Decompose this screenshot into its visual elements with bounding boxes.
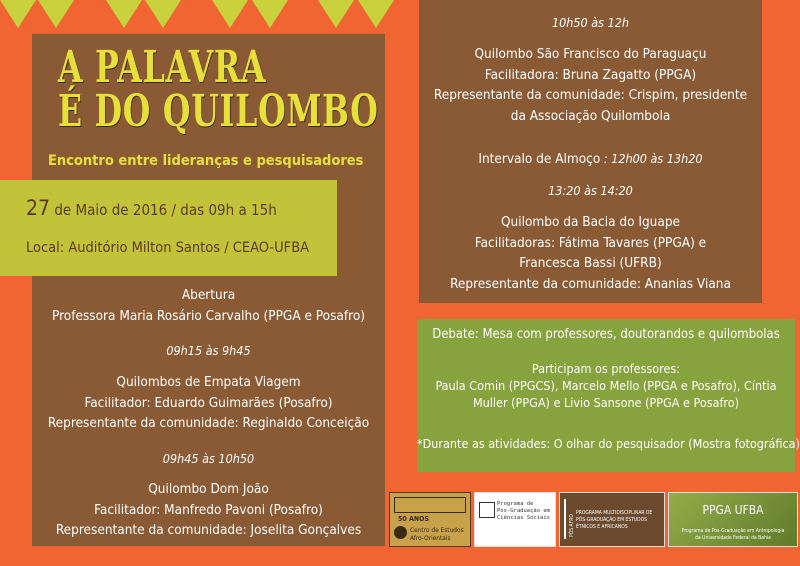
session-4-facilitators: Facilitadoras: Fátima Tavares (PPGA) e: [474, 234, 707, 251]
event-subtitle: Encontro entre lideranças e pesquisadores: [48, 153, 364, 169]
ppgcs-name-line-3: Ciências Sociais: [497, 515, 550, 521]
session-3-title: Quilombo São Francisco do Paraguaçu: [474, 46, 707, 62]
date-location-box: [0, 180, 337, 276]
decorative-triangle: [106, 0, 142, 28]
ceao-logo: [389, 492, 471, 547]
title-line-1: A PALAVRA: [58, 42, 267, 93]
ceao-name-line-2: Afro-Orientais: [410, 534, 451, 542]
ppgcs-logo: [474, 492, 556, 547]
debate-participants: [417, 360, 795, 411]
session-2-facilitator: Facilitador: Manfredo Pavoni (Posafro): [94, 501, 323, 518]
decorative-triangle: [212, 0, 248, 28]
session-1-time: 09h15 às 9h45: [166, 343, 251, 358]
session-3-representative-cont: da Associação Quilombola: [510, 107, 671, 124]
lunch-label: Intervalo de Almoço: [478, 151, 601, 167]
decorative-triangle: [38, 0, 74, 28]
debate-names-line-2: Muller (PPGA) e Livio Sansone (PPGA e Posafro): [472, 395, 740, 410]
event-title: [58, 42, 379, 137]
ppga-description-line-2: da Universidade Federal da Bahia: [695, 534, 771, 541]
session-2-title: Quilombo Dom João: [148, 481, 269, 497]
session-1-block: [32, 372, 385, 434]
ppgcs-name-line-2: Pós-Graduação em: [497, 508, 550, 514]
posafro-name-line-3: ÉTNICOS E AFRICANOS: [576, 524, 628, 530]
opening-title: Abertura: [181, 287, 236, 303]
session-1-representative: Representante da comunidade: Reginaldo Conceição: [47, 415, 370, 431]
posafro-mark-icon: [564, 499, 566, 539]
decorative-triangle: [252, 0, 288, 28]
posafro-vertical-label: PÓS AFRO: [569, 514, 575, 537]
posafro-name-line-1: PROGRAMA MULTIDISCIPLINAR DE: [576, 510, 653, 516]
session-4-representative: Representante da comunidade: Ananias Viana: [450, 275, 731, 292]
title-line-2: É DO QUILOMBO: [58, 86, 379, 137]
posafro-name: [576, 510, 652, 531]
lunch-break: [419, 148, 762, 168]
session-3-time: 10h50 às 12h: [551, 15, 630, 30]
session-4-facilitators-cont: Francesca Bassi (UFRB): [519, 255, 662, 271]
lunch-time: : 12h00 às 13h20: [600, 151, 703, 166]
session-3-facilitator: Facilitadora: Bruna Zagatto (PPGA): [484, 66, 697, 83]
event-date-rest: de Maio de 2016 / das 09h a 15h: [50, 201, 277, 219]
session-1-facilitator: Facilitador: Eduardo Guimarães (Posafro): [84, 394, 333, 411]
debate-intro: Participam os professores:: [531, 361, 681, 376]
building-icon: [394, 497, 466, 513]
ceao-name-line-1: Centro de Estudos: [410, 526, 464, 534]
ceao-anniversary: 50 ANOS: [398, 515, 429, 523]
opening-speaker: Professora Maria Rosário Carvalho (PPGA e Posafro): [52, 307, 365, 324]
ceao-name: [410, 526, 464, 542]
posafro-logo: [559, 492, 665, 547]
decorative-triangle: [145, 0, 181, 28]
ppgcs-name: [497, 501, 550, 522]
debate-note: *Durante as atividades: O olhar do pesquisador (Mostra fotográfica): [417, 436, 800, 451]
session-1-title: Quilombos de Empata Viagem: [116, 374, 301, 390]
ppga-logo: [668, 492, 798, 547]
session-4-title: Quilombo da Bacia do Iguape: [500, 214, 681, 230]
ppga-title: PPGA UFBA: [702, 503, 764, 517]
debate-title: Debate: Mesa com professores, doutorandos e quilombolas: [432, 327, 780, 342]
debate-names-line-1: Paula Comin (PPGCS), Marcelo Mello (PPGA e Posafro), Cíntia: [435, 378, 777, 393]
session-4-time: 13:20 às 14:20: [548, 183, 633, 198]
ceao-seal-icon: [394, 526, 407, 539]
session-2-representative: Representante da comunidade: Joselita Gonçalves: [55, 522, 362, 538]
decorative-triangle: [358, 0, 394, 28]
building-icon: [479, 502, 495, 518]
session-3-block: [419, 44, 762, 126]
event-location: Local: Auditório Milton Santos / CEAO-UFBA: [26, 240, 310, 256]
posafro-name-line-2: PÓS-GRADUAÇÃO EM ESTUDOS: [576, 517, 647, 523]
decorative-triangle: [318, 0, 354, 28]
session-3-representative: Representante da comunidade: Crispim, presidente: [433, 87, 748, 103]
ppga-description-line-1: Programa de Pós-Graduação em Antropologia: [681, 528, 785, 534]
session-4-block: [419, 212, 762, 294]
event-date: [26, 196, 277, 220]
session-2-block: [32, 479, 385, 541]
decorative-triangle: [0, 0, 36, 28]
opening-block: [32, 285, 385, 326]
ppgcs-name-line-1: Programa de: [497, 501, 534, 507]
session-2-time: 09h45 às 10h50: [162, 451, 255, 466]
ppga-description: [669, 528, 797, 541]
event-day: 27: [26, 196, 51, 220]
